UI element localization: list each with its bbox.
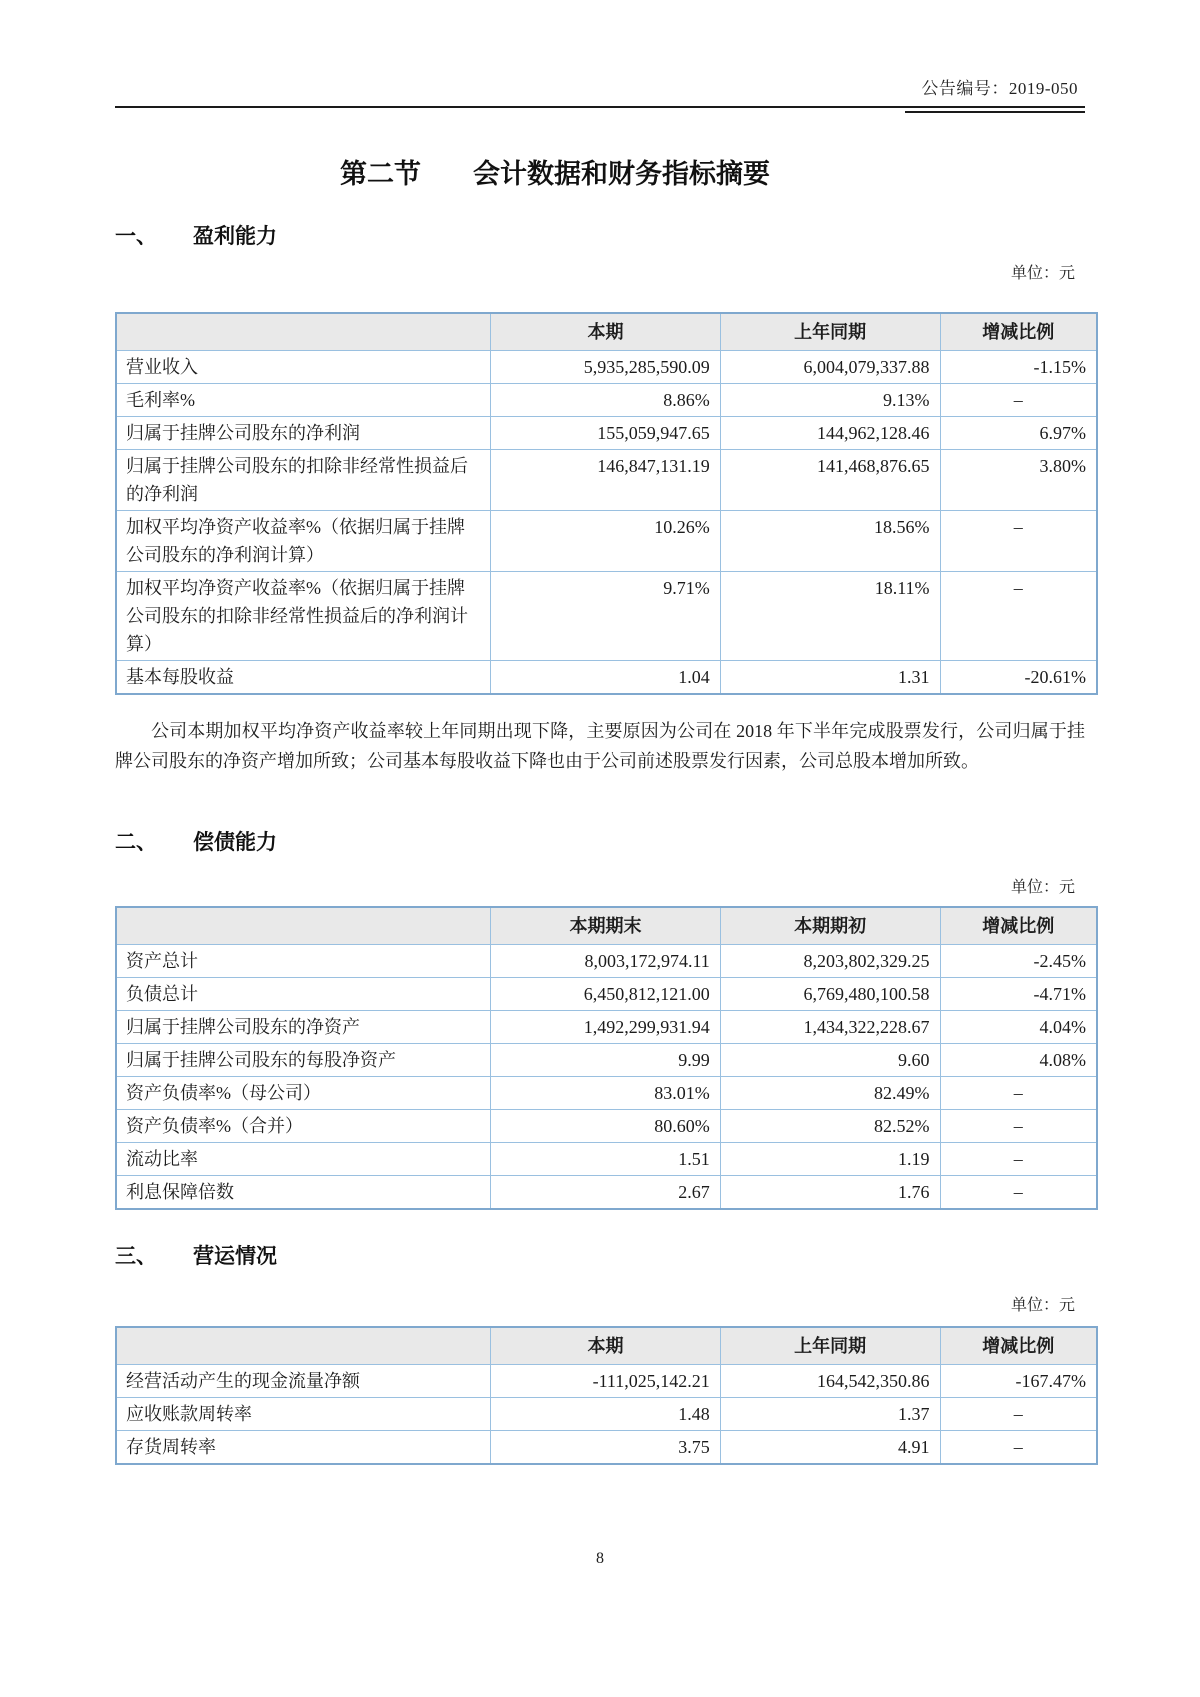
row-value: -2.45% (940, 945, 1097, 978)
profitability-table (115, 312, 1098, 695)
row-label: 资产负债率%（合并） (116, 1110, 491, 1143)
column-header (116, 907, 491, 945)
row-value: -1.15% (940, 351, 1097, 384)
row-value: -167.47% (940, 1365, 1097, 1398)
column-header: 增减比例 (940, 313, 1097, 351)
row-value: 1.31 (720, 661, 940, 695)
header-rule (115, 106, 1085, 108)
row-value: – (940, 1143, 1097, 1176)
row-value: -20.61% (940, 661, 1097, 695)
section-title: 偿债能力 (193, 831, 277, 854)
column-header (116, 313, 491, 351)
table-header-row (116, 907, 1097, 945)
row-value: 4.04% (940, 1011, 1097, 1044)
solvency-table (115, 906, 1098, 1210)
row-value: 1.19 (720, 1143, 940, 1176)
section-heading-profitability (115, 220, 277, 250)
row-value: 18.56% (720, 511, 940, 572)
row-value: 18.11% (720, 572, 940, 661)
row-value: 10.26% (491, 511, 721, 572)
table-row (116, 511, 1097, 572)
page-number: 8 (596, 1550, 604, 1567)
column-header: 本期 (491, 313, 721, 351)
row-label: 资产总计 (116, 945, 491, 978)
page-title-section-no: 第二节 (340, 159, 421, 189)
row-label: 利息保障倍数 (116, 1176, 491, 1210)
row-label: 营业收入 (116, 351, 491, 384)
section-number: 三、 (115, 1245, 157, 1268)
table-header-row (116, 1327, 1097, 1365)
row-label: 归属于挂牌公司股东的每股净资产 (116, 1044, 491, 1077)
table-row (116, 384, 1097, 417)
unit-label: 单位：元 (1010, 265, 1075, 282)
row-label: 流动比率 (116, 1143, 491, 1176)
column-header (116, 1327, 491, 1365)
table-row (116, 1077, 1097, 1110)
row-label: 加权平均净资产收益率%（依据归属于挂牌公司股东的扣除非经常性损益后的净利润计算） (116, 572, 491, 661)
row-value: 9.99 (491, 1044, 721, 1077)
row-value: 144,962,128.46 (720, 417, 940, 450)
row-value: 1.76 (720, 1176, 940, 1210)
row-value: – (940, 1110, 1097, 1143)
row-value: 4.91 (720, 1431, 940, 1465)
unit-label: 单位：元 (1010, 1297, 1075, 1314)
row-value: 6,004,079,337.88 (720, 351, 940, 384)
table-row (116, 1365, 1097, 1398)
table-row (116, 1431, 1097, 1465)
row-value: – (940, 1431, 1097, 1465)
section-title: 盈利能力 (193, 225, 277, 248)
row-value: – (940, 572, 1097, 661)
row-label: 经营活动产生的现金流量净额 (116, 1365, 491, 1398)
page-title (115, 152, 995, 191)
table-row (116, 351, 1097, 384)
row-label: 存货周转率 (116, 1431, 491, 1465)
row-value: -4.71% (940, 978, 1097, 1011)
section-number: 二、 (115, 831, 157, 854)
row-value: 1,492,299,931.94 (491, 1011, 721, 1044)
row-value: 1,434,322,228.67 (720, 1011, 940, 1044)
row-value: 9.60 (720, 1044, 940, 1077)
section-heading-operations (115, 1240, 277, 1270)
row-value: – (940, 511, 1097, 572)
table-row (116, 1398, 1097, 1431)
row-value: 1.48 (491, 1398, 721, 1431)
row-value: 1.37 (720, 1398, 940, 1431)
row-value: – (940, 384, 1097, 417)
column-header: 本期期初 (720, 907, 940, 945)
column-header: 增减比例 (940, 1327, 1097, 1365)
row-value: – (940, 1176, 1097, 1210)
row-value: 9.71% (491, 572, 721, 661)
table-row (116, 417, 1097, 450)
column-header: 上年同期 (720, 1327, 940, 1365)
table-row (116, 1011, 1097, 1044)
row-value: 146,847,131.19 (491, 450, 721, 511)
row-value: 8.86% (491, 384, 721, 417)
table-header-row (116, 313, 1097, 351)
row-value: 4.08% (940, 1044, 1097, 1077)
row-value: – (940, 1077, 1097, 1110)
table-row (116, 572, 1097, 661)
row-value: 3.80% (940, 450, 1097, 511)
row-value: 8,003,172,974.11 (491, 945, 721, 978)
header-rule-segment (905, 111, 1085, 113)
row-value: 155,059,947.65 (491, 417, 721, 450)
note-paragraph: 公司本期加权平均净资产收益率较上年同期出现下降，主要原因为公司在 2018 年下半年完成股票发行，公司归属于挂牌公司股东的净资产增加所致；公司基本每股收益下降也由于公司前述股票发行因素，公司总股本增加所致。 (115, 721, 1085, 771)
row-value: 82.52% (720, 1110, 940, 1143)
row-value: 3.75 (491, 1431, 721, 1465)
row-value: 6,450,812,121.00 (491, 978, 721, 1011)
row-value: -111,025,142.21 (491, 1365, 721, 1398)
row-label: 毛利率% (116, 384, 491, 417)
column-header: 增减比例 (940, 907, 1097, 945)
table-row (116, 450, 1097, 511)
operations-table (115, 1326, 1098, 1465)
row-label: 应收账款周转率 (116, 1398, 491, 1431)
table-row (116, 661, 1097, 695)
table-row (116, 945, 1097, 978)
row-value: 1.04 (491, 661, 721, 695)
row-label: 归属于挂牌公司股东的净利润 (116, 417, 491, 450)
row-label: 加权平均净资产收益率%（依据归属于挂牌公司股东的净利润计算） (116, 511, 491, 572)
table-row (116, 1176, 1097, 1210)
row-value: 8,203,802,329.25 (720, 945, 940, 978)
row-label: 归属于挂牌公司股东的净资产 (116, 1011, 491, 1044)
row-value: 1.51 (491, 1143, 721, 1176)
column-header: 本期期末 (491, 907, 721, 945)
row-value: 6.97% (940, 417, 1097, 450)
table-row (116, 1044, 1097, 1077)
column-header: 上年同期 (720, 313, 940, 351)
row-label: 资产负债率%（母公司） (116, 1077, 491, 1110)
row-value: 164,542,350.86 (720, 1365, 940, 1398)
row-value: 9.13% (720, 384, 940, 417)
announcement-number: 公告编号：2019-050 (921, 79, 1078, 98)
row-value: 82.49% (720, 1077, 940, 1110)
row-value: – (940, 1398, 1097, 1431)
row-label: 基本每股收益 (116, 661, 491, 695)
page-title-text: 会计数据和财务指标摘要 (473, 159, 770, 189)
row-value: 6,769,480,100.58 (720, 978, 940, 1011)
row-value: 141,468,876.65 (720, 450, 940, 511)
row-value: 2.67 (491, 1176, 721, 1210)
row-label: 归属于挂牌公司股东的扣除非经常性损益后的净利润 (116, 450, 491, 511)
table-row (116, 1110, 1097, 1143)
table-row (116, 978, 1097, 1011)
section-title: 营运情况 (193, 1245, 277, 1268)
table-row (116, 1143, 1097, 1176)
row-label: 负债总计 (116, 978, 491, 1011)
row-value: 80.60% (491, 1110, 721, 1143)
row-value: 5,935,285,590.09 (491, 351, 721, 384)
row-value: 83.01% (491, 1077, 721, 1110)
section-heading-solvency (115, 826, 277, 856)
column-header: 本期 (491, 1327, 721, 1365)
unit-label: 单位：元 (1010, 879, 1075, 896)
section-number: 一、 (115, 225, 157, 248)
